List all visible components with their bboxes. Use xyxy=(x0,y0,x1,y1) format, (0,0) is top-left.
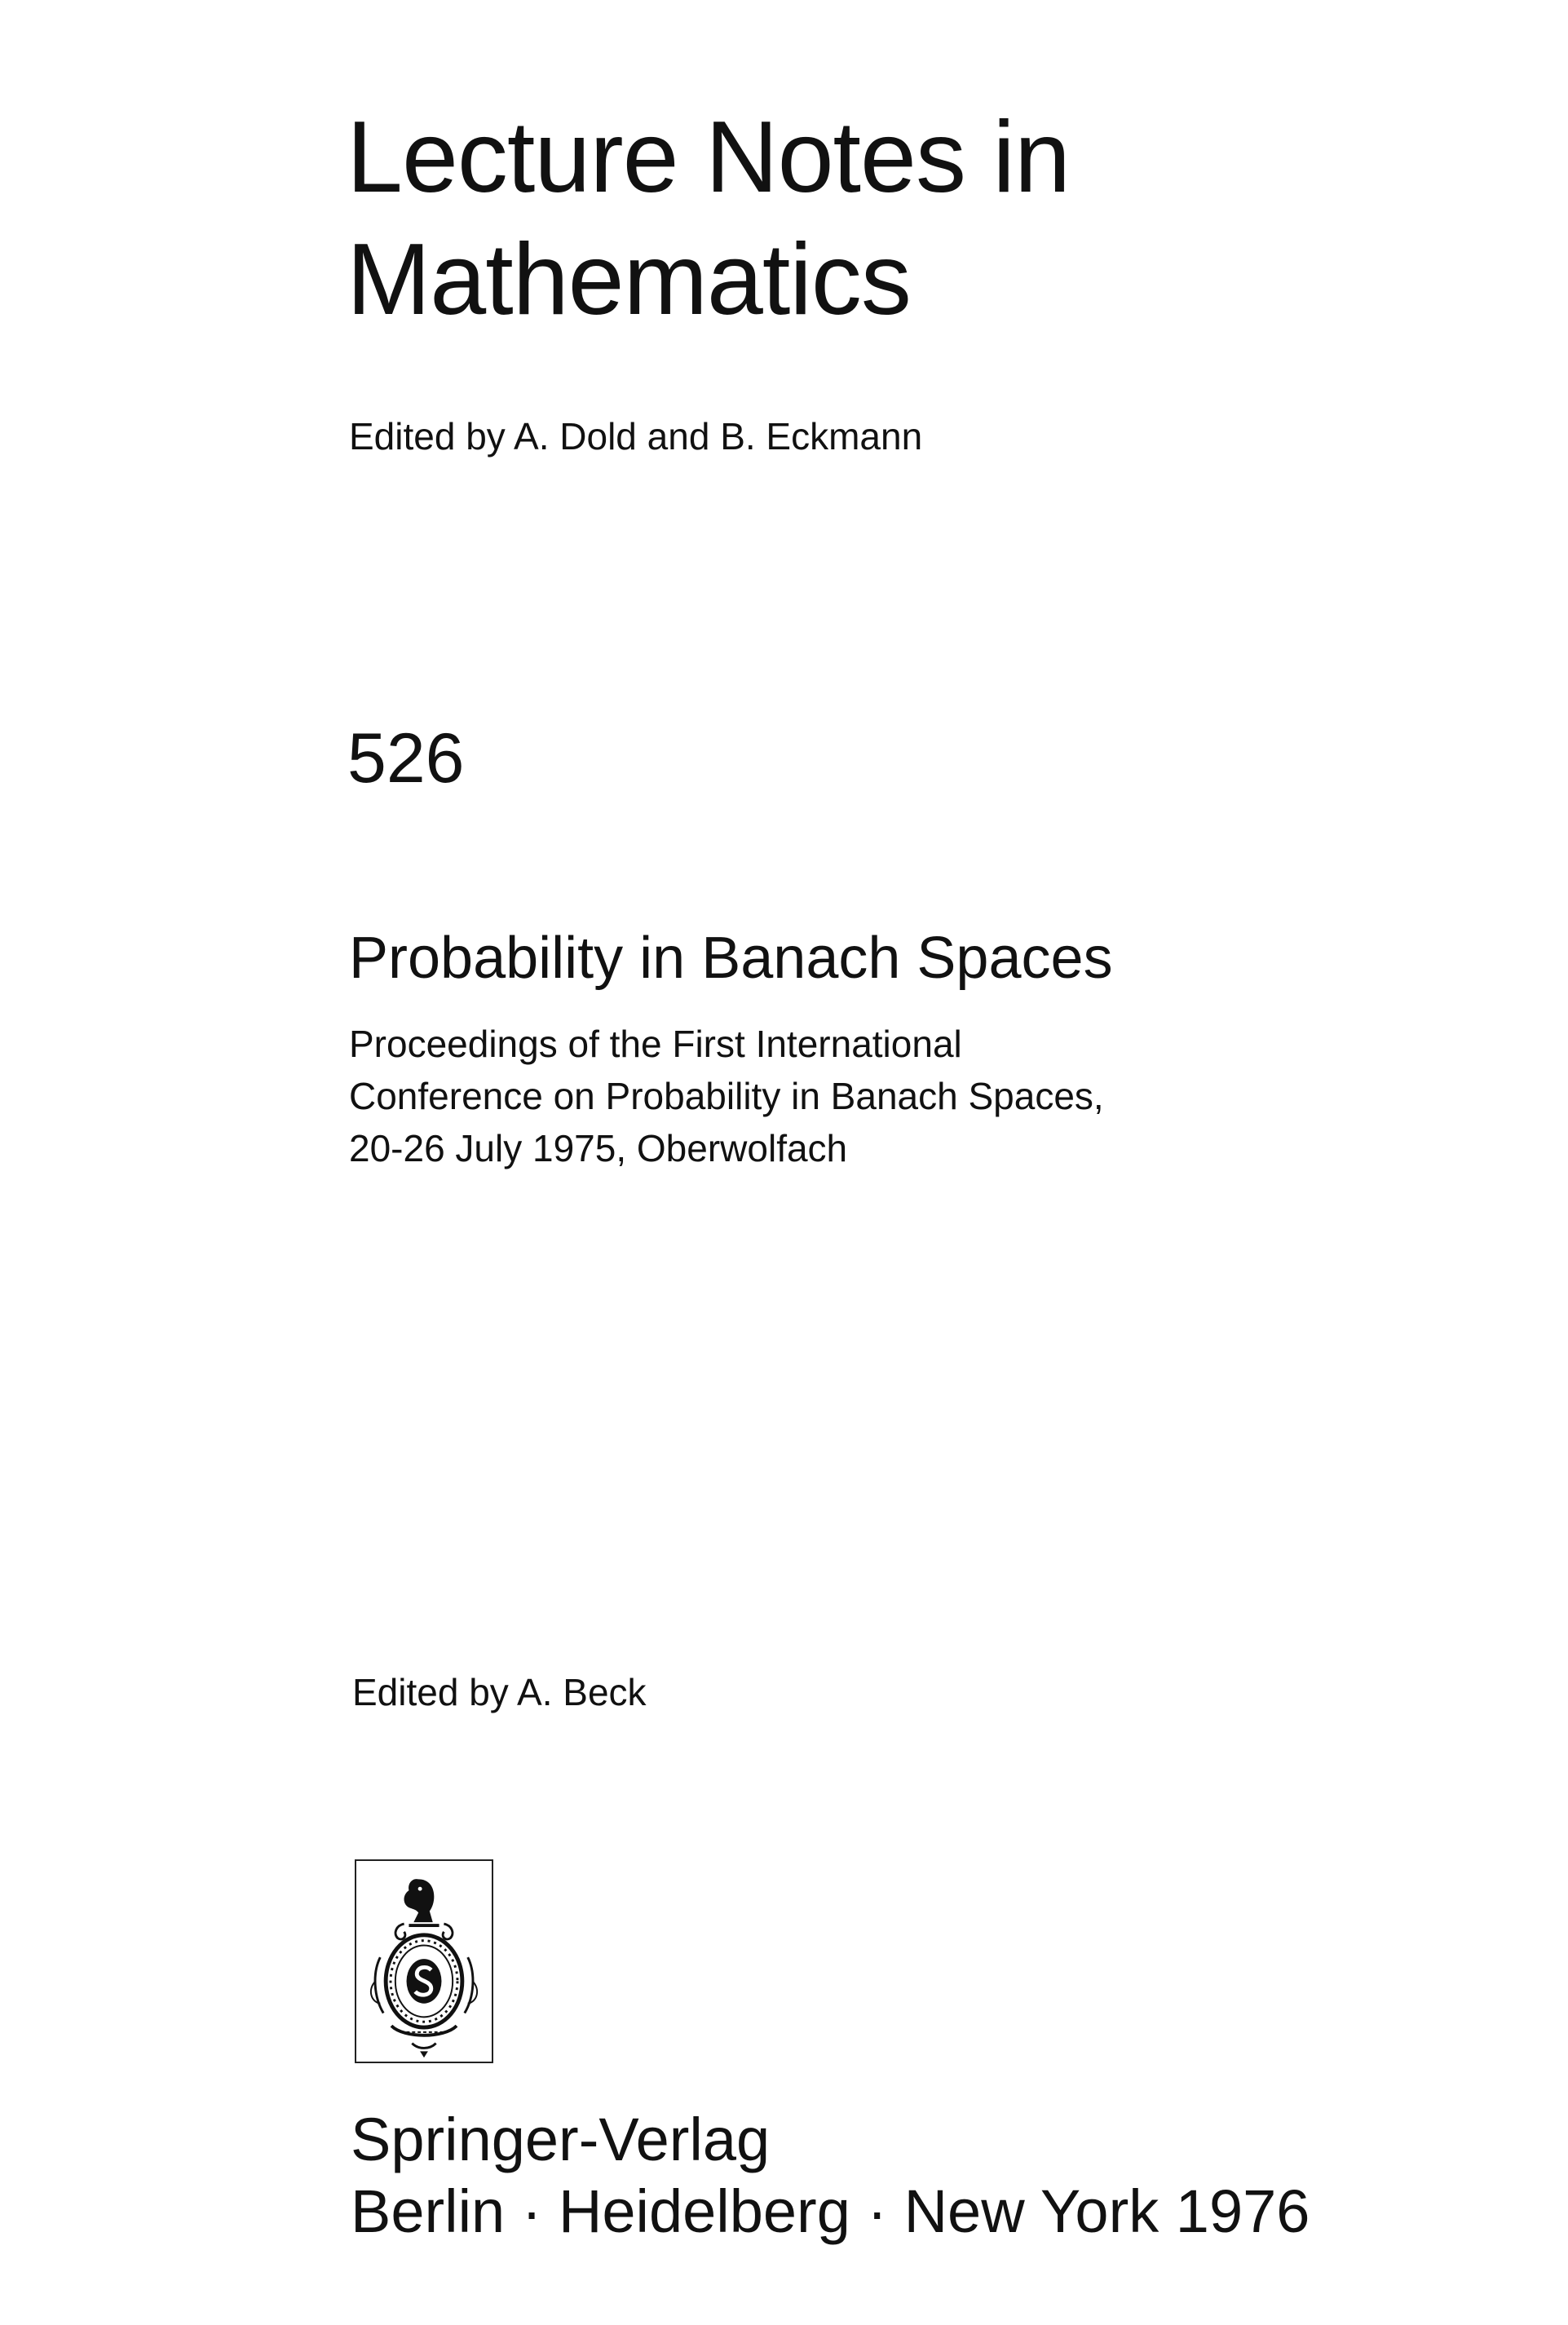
book-subtitle-line-3: 20-26 July 1975, Oberwolfach xyxy=(349,1127,848,1169)
volume-number: 526 xyxy=(347,719,465,798)
series-editors: Edited by A. Dold and B. Eckmann xyxy=(349,415,923,457)
publisher-imprint xyxy=(351,2104,1310,2248)
series-title-line-1: Lecture Notes in xyxy=(347,101,1070,214)
book-subtitle xyxy=(349,1018,1104,1174)
publisher-name: Springer-Verlag xyxy=(351,2106,771,2173)
volume-editor: Edited by A. Beck xyxy=(352,1671,647,1713)
series-title-line-2: Mathematics xyxy=(347,223,911,336)
publisher-cities-year: Berlin · Heidelberg · New York 1976 xyxy=(351,2177,1310,2245)
springer-knight-logo-icon xyxy=(355,1859,493,2063)
book-subtitle-line-2: Conference on Probability in Banach Spaces, xyxy=(349,1075,1104,1117)
book-title: Probability in Banach Spaces xyxy=(349,926,1113,991)
series-title xyxy=(347,96,1070,341)
book-subtitle-line-1: Proceedings of the First International xyxy=(349,1023,962,1065)
